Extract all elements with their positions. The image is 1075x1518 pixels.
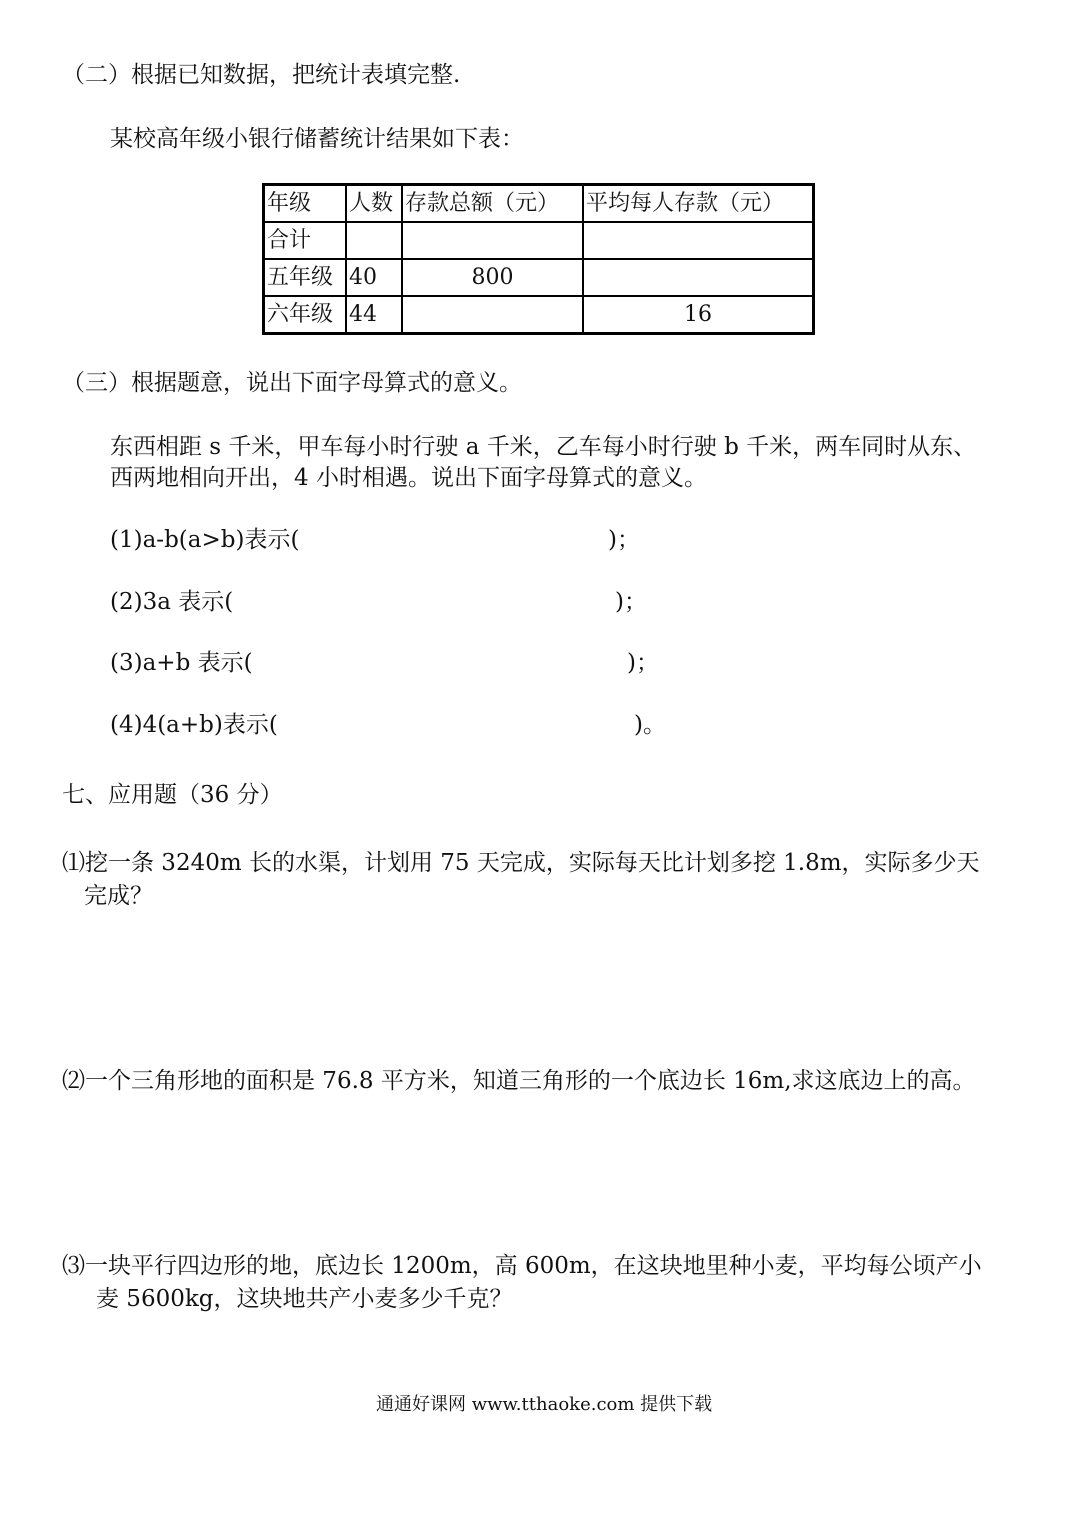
- table-row: [264, 259, 814, 296]
- expression-open: (1)a-b(a>b)表示(: [110, 527, 300, 553]
- table-cell: [583, 259, 814, 296]
- expression-open: (3)a+b 表示(: [110, 650, 253, 676]
- table-cell: [402, 296, 583, 334]
- question-3-line2: 麦 5600kg，这块地共产小麦多少千克？: [96, 1286, 513, 1312]
- expression-item-2: [110, 587, 647, 617]
- table-cell: 合计: [264, 222, 347, 259]
- table-cell: [346, 222, 402, 259]
- expression-item-1: [110, 525, 640, 555]
- table-cell: 五年级: [264, 259, 347, 296]
- savings-table: [262, 183, 815, 335]
- question-1-line2: 完成？: [84, 883, 153, 909]
- table-cell: 16: [583, 296, 814, 334]
- expression-close: )；: [627, 650, 659, 676]
- question-3-line1: ⑶一块平行四边形的地，底边长 1200m，高 600m，在这块地里种小麦，平均每公顷产小: [62, 1253, 982, 1279]
- question-2-line1: ⑵一个三角形地的面积是 76.8 平方米，知道三角形的一个底边长 16m,求这底边上的高。: [62, 1068, 976, 1094]
- header-average: 平均每人存款（元）: [583, 185, 814, 223]
- header-grade: 年级: [264, 185, 347, 223]
- expression-open: (2)3a 表示(: [110, 589, 234, 615]
- table-cell: 六年级: [264, 296, 347, 334]
- table-row: [264, 296, 814, 334]
- section2-heading: （二）根据已知数据，把统计表填完整.: [62, 62, 461, 88]
- header-total: 存款总额（元）: [402, 185, 583, 223]
- table-cell: [402, 222, 583, 259]
- expression-open: (4)4(a+b)表示(: [110, 712, 278, 738]
- section7-heading: 七、应用题（36 分）: [62, 782, 283, 808]
- footer-credit: 通通好课网 www.tthaoke.com 提供下载: [376, 1394, 713, 1415]
- section2-intro: 某校高年级小银行储蓄统计结果如下表：: [110, 126, 524, 152]
- expression-item-3: [110, 648, 659, 678]
- expression-item-4: [110, 710, 666, 740]
- question-1-line1: ⑴挖一条 3240m 长的水渠，计划用 75 天完成，实际每天比计划多挖 1.8m，实际多少天: [62, 850, 980, 876]
- section3-heading: （三）根据题意，说出下面字母算式的意义。: [62, 370, 522, 396]
- table-cell: 800: [402, 259, 583, 296]
- header-count: 人数: [346, 185, 402, 223]
- expression-close: )。: [634, 712, 666, 738]
- expression-close: )；: [615, 589, 647, 615]
- table-cell: 44: [346, 296, 402, 334]
- table-header-row: [264, 185, 814, 223]
- table-row: [264, 222, 814, 259]
- table-cell: [583, 222, 814, 259]
- expression-close: )；: [608, 527, 640, 553]
- section3-problem-line1: 东西相距 s 千米，甲车每小时行驶 a 千米，乙车每小时行驶 b 千米，两车同时从东、: [110, 434, 977, 460]
- section3-problem-line2: 西两地相向开出，4 小时相遇。说出下面字母算式的意义。: [110, 465, 707, 491]
- table-cell: 40: [346, 259, 402, 296]
